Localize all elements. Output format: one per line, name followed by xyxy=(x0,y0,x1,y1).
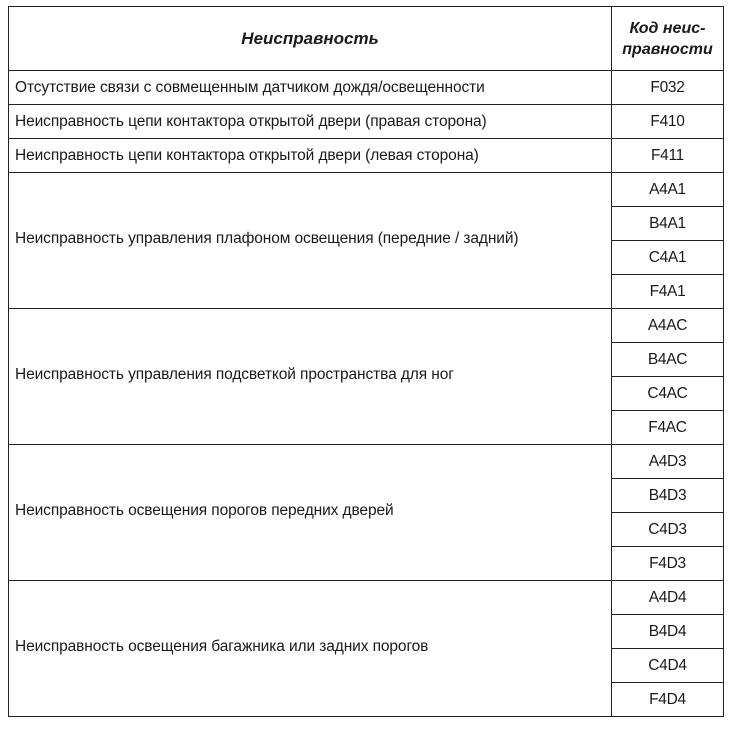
fault-code: C4D4 xyxy=(612,649,724,683)
fault-description: Отсутствие связи с совмещенным датчиком дождя/освещенности xyxy=(9,71,612,105)
fault-code: F4D3 xyxy=(612,547,724,581)
fault-code: B4AC xyxy=(612,343,724,377)
fault-code: F4A1 xyxy=(612,275,724,309)
fault-code: F032 xyxy=(612,71,724,105)
table-row xyxy=(9,139,724,173)
fault-group-description: Неисправность освещения порогов передних дверей xyxy=(9,445,612,581)
header-description: Неисправность xyxy=(9,7,612,71)
table-row xyxy=(9,309,724,343)
fault-code: B4D3 xyxy=(612,479,724,513)
fault-code: F411 xyxy=(612,139,724,173)
fault-description: Неисправность цепи контактора открытой двери (правая сторона) xyxy=(9,105,612,139)
header-code-line2: правности xyxy=(622,40,713,58)
header-code xyxy=(612,7,724,71)
table-row xyxy=(9,445,724,479)
table-row xyxy=(9,581,724,615)
fault-group-description: Неисправность управления подсветкой пространства для ног xyxy=(9,309,612,445)
fault-code: F410 xyxy=(612,105,724,139)
fault-description: Неисправность цепи контактора открытой двери (левая сторона) xyxy=(9,139,612,173)
fault-group-description: Неисправность освещения багажника или задних порогов xyxy=(9,581,612,717)
fault-code: B4A1 xyxy=(612,207,724,241)
fault-code: F4AC xyxy=(612,411,724,445)
fault-code: A4AC xyxy=(612,309,724,343)
fault-code: C4D3 xyxy=(612,513,724,547)
fault-code: F4D4 xyxy=(612,683,724,717)
table-header-row xyxy=(9,7,724,71)
table-row xyxy=(9,173,724,207)
fault-code: B4D4 xyxy=(612,615,724,649)
header-code-line1: Код неис- xyxy=(629,19,706,37)
table-row xyxy=(9,71,724,105)
fault-code: A4D3 xyxy=(612,445,724,479)
fault-code: A4D4 xyxy=(612,581,724,615)
fault-code: C4AC xyxy=(612,377,724,411)
fault-code-table xyxy=(8,6,724,717)
table-row xyxy=(9,105,724,139)
fault-code: C4A1 xyxy=(612,241,724,275)
fault-code: A4A1 xyxy=(612,173,724,207)
fault-group-description: Неисправность управления плафоном освещения (передние / задний) xyxy=(9,173,612,309)
